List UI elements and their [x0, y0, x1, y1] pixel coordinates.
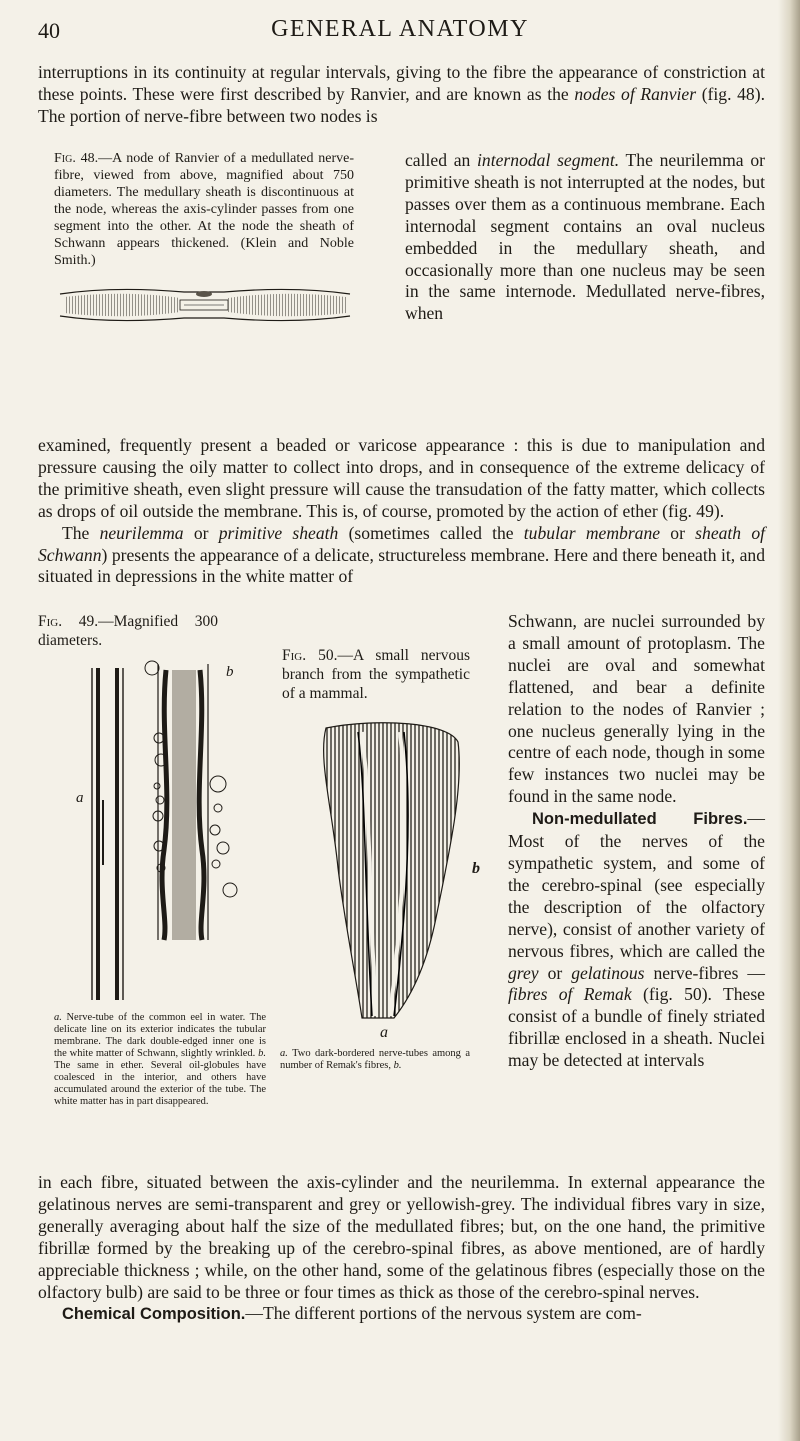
- paragraph-3-bottom-text: in each fibre, situated between the axis-cylinder and the neurilemma. In external appearance the gelatinous nerves are semi-transparent and grey or yellowish-grey. The individual fibres vary in size, generally averaging about half the size of the medullated fibres; but, on the one hand, the primitive fibrillæ formed by the breaking up of the cerebro-spinal fibres, as above mentioned, are of hardly appreciable thickness ; while, on the other hand, some of the gelatinous fibres (especially those on the olfactory bulb) are said to be three or four times as thick as those of the cerebro-spinal nerves.: [38, 1172, 765, 1302]
- neurilemma-term: neurilemma: [99, 522, 184, 543]
- fig49-legend-a: Nerve-tube of the common eel in water. The delicate line on its exterior indicates the tubular membrane. The dark double-edged inner one is the white matter of Schwann, slightly wrinkled.: [54, 1012, 266, 1059]
- sheath-of-schwann-term: sheath of Schwann: [38, 522, 765, 565]
- tubular-membrane-term: tubular membrane: [523, 522, 661, 543]
- fig50-letter-b: b: [472, 860, 480, 877]
- fig50-legend-text: Two dark-bordered nerve-tubes among a number of Remak's fibres,: [280, 1048, 470, 1071]
- fig50-sympathetic-branch-drawing: [298, 718, 468, 1024]
- fig50-legend: a. Two dark-bordered nerve-tubes among a number of Remak's fibres, b.: [280, 1048, 470, 1071]
- fig48-caption-text: —A node of Ranvier of a medullated nerve-fibre, viewed from above, magnified about 750 diameters. The medullary sheath is discontinuous at the node, whereas the axis-cylinder passes from one segment into the other. At the node the sheath of Schwann appears thickened. (Klein and Noble Smith.): [54, 151, 354, 268]
- fig50-illustration: [298, 718, 480, 1024]
- running-head: GENERAL ANATOMY: [271, 16, 529, 42]
- paragraph-1-right-column: [405, 150, 765, 325]
- fibres-of-remak-term: fibres of Remak: [508, 984, 632, 1005]
- fig49-letter-a: a: [76, 790, 84, 806]
- fig50-label: Fig. 50.: [282, 647, 338, 664]
- fig49-title: [38, 612, 218, 650]
- paragraph-3-right: Non-medullated Fibres.—Most of the nerves of the sympathetic system, and some of the cerebro-spinal (see especially the description of the olfactory nerve), consist of another variety of nervous fibres, which are called the grey or gelatinous nerve-fibres —fibres of Remak (fig. 50). These consist of a bundle of finely striated fibrillæ enclosed in a sheath. Nuclei may be detected at intervals: [508, 808, 765, 1071]
- nodes-of-ranvier-term: nodes of Ranvier: [574, 83, 697, 104]
- chemical-composition-heading: Chemical Composition.: [62, 1305, 246, 1324]
- fig49-title-text: —Magnified 300 diameters.: [38, 613, 218, 649]
- fig48-illustration: [54, 282, 354, 328]
- page-edge-shadow: [778, 0, 800, 1441]
- internodal-term: internodal segment.: [477, 150, 620, 170]
- paragraph-1-right-text: The neurilemma or primitive sheath is not interrupted at the nodes, but passes over them as a continuous membrane. Each internodal segment contains an oval nucleus embedded in the medullary sheath, and occasionally more than one nucleus may be seen in the same internode. Medullated nerve-fibres, when: [405, 150, 765, 324]
- fig49-illustration: [48, 650, 268, 1008]
- page-number: 40: [38, 18, 60, 43]
- fig49-label: Fig. 49.: [38, 613, 99, 630]
- paragraph-2-right-text: Schwann, are nuclei surrounded by a small amount of protoplasm. The nuclei are oval and somewhat flattened, and bear a definite relation to the nodes of Ranvier ; one nucleus generally lying in the centre of each node, though in some few instances two nuclei may be found in the same node.: [508, 611, 765, 807]
- paragraph-1-top: [38, 62, 765, 128]
- internodal-intro: called an: [405, 150, 478, 170]
- paragraph-4-text: —The different portions of the nervous system are com-: [245, 1303, 642, 1324]
- right-column-text: [508, 611, 765, 1072]
- fig48-label: Fig. 48.: [54, 151, 99, 166]
- fig50-letter-a: a: [380, 1024, 388, 1041]
- fig49-nerve-tubes-drawing: [48, 650, 268, 1008]
- fig49-letter-b: b: [226, 664, 234, 680]
- page-header: [0, 8, 800, 48]
- paragraph-4: [38, 1303, 765, 1326]
- paragraph-1-bottom-text: examined, frequently present a beaded or varicose appearance : this is due to manipulation and pressure causing the oily matter to collect into drops, and in consequence of the extreme delicacy of the primitive sheath, even slight pressure will cause the transudation of the fatty matter, which collects as drops of oil outside the membrane. This is, of course, promoted by the action of ether (fig. 49).: [38, 435, 765, 521]
- fig48-caption: [54, 150, 354, 269]
- paragraph-3-bottom: [38, 1172, 765, 1326]
- primitive-sheath-term: primitive sheath: [218, 522, 339, 543]
- fig48-nerve-fibre-drawing: [54, 282, 354, 328]
- paragraph-2-intro: The neurilemma or primitive sheath (sometimes called the tubular membrane or sheath of Schwann) presents the appearance of a delicate, structureless membrane. Here and there beneath it, and situated in depressions in the white matter of: [38, 522, 765, 587]
- fig50-title: [282, 646, 470, 703]
- paragraph-1-bottom: [38, 435, 765, 588]
- paragraph-1-text: interruptions in its continuity at regular intervals, giving to the fibre the appearance of constriction at these points. These were first described by Ranvier, and are known as the: [38, 62, 765, 104]
- fig49-legend-b: The same in ether. Several oil-globules have coalesced in the interior, and others have accumulated around the exterior of the tube. The white matter has in part disappeared.: [54, 1060, 266, 1107]
- paragraph-1-fig-ref: (fig. 48). The portion of nerve-fibre between two nodes is: [38, 83, 765, 126]
- fig50-title-text: —A small nervous branch from the sympathetic of a mammal.: [282, 647, 470, 702]
- fig49-legend: a. Nerve-tube of the common eel in water. The delicate line on its exterior indicates the tubular membrane. The dark double-edged inner one is the white matter of Schwann, slightly wrinkled. b. The same in ether. Several oil-globules have coalesced in the interior, and others have accumulated around the exterior of the tube. The white matter has in part disappeared.: [54, 1012, 266, 1107]
- non-medullated-heading: Non-medullated Fibres.: [532, 810, 748, 829]
